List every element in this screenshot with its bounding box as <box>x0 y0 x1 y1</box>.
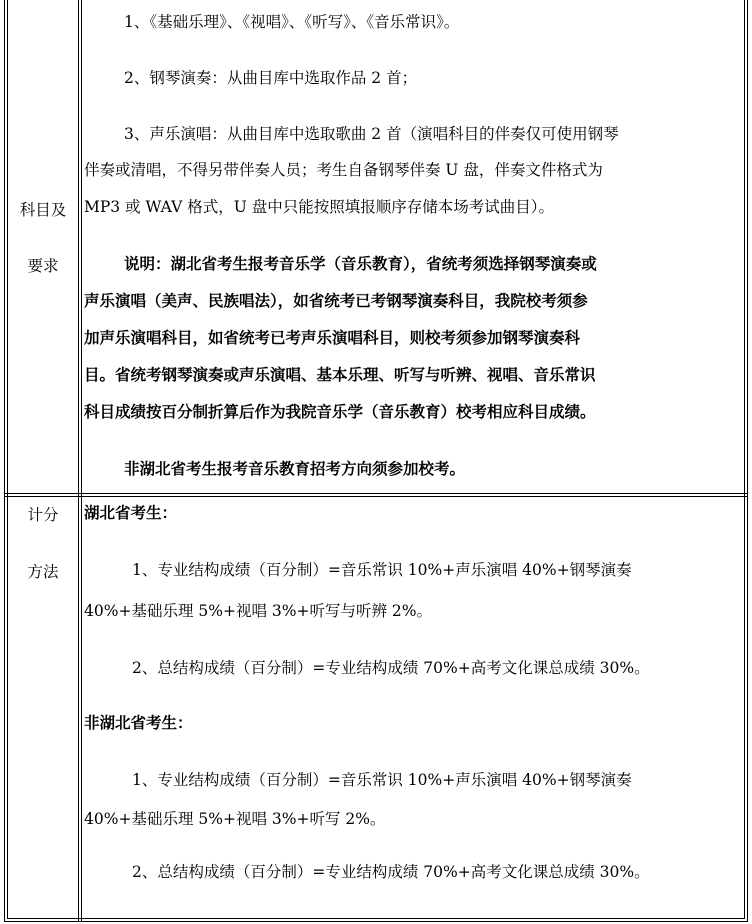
subject-item-1: 1、《基础乐理》、《视唱》、《听写》、《音乐常识》。 <box>124 13 460 31</box>
scoring-content <box>84 497 744 922</box>
non-hubei-formula-1: 1、专业结构成绩（百分制）=音乐常识 10%+声乐演唱 40%+钢琴演奏 <box>132 771 632 789</box>
non-hubei-formula-1: 40%+基础乐理 5%+视唱 3%+听写 2%。 <box>84 810 386 828</box>
label-line: 方法 <box>27 563 59 581</box>
row-label-subjects <box>8 0 78 493</box>
subjects-content <box>84 0 744 493</box>
hubei-formula-2: 2、总结构成绩（百分制）=专业结构成绩 70%+高考文化课总成绩 30%。 <box>132 659 650 677</box>
subject-item-3: 3、声乐演唱：从曲目库中选取歌曲 2 首（演唱科目的伴奏仅可使用钢琴 <box>124 125 619 143</box>
non-hubei-formula-2: 2、总结构成绩（百分制）=专业结构成绩 70%+高考文化课总成绩 30%。 <box>132 863 650 881</box>
hubei-formula-1: 40%+基础乐理 5%+视唱 3%+听写与听辨 2%。 <box>84 602 432 620</box>
hubei-formula-1: 1、专业结构成绩（百分制）=音乐常识 10%+声乐演唱 40%+钢琴演奏 <box>132 561 632 579</box>
label-line: 科目及 <box>19 201 67 219</box>
column-divider <box>78 0 79 922</box>
note-paragraph: 目。省统考钢琴演奏或声乐演唱、基本乐理、听写与听辨、视唱、音乐常识 <box>84 365 596 384</box>
non-hubei-title: 非湖北省考生： <box>84 713 193 732</box>
label-line: 计分 <box>27 506 59 524</box>
note-paragraph: 加声乐演唱科目，如省统考已考声乐演唱科目，则校考须参加钢琴演奏科 <box>84 328 581 347</box>
note-paragraph: 声乐演唱（美声、民族唱法），如省统考已考钢琴演奏科目，我院校考须参 <box>84 291 588 310</box>
subject-item-3: MP3 或 WAV 格式，U 盘中只能按照填报顺序存储本场考试曲目）。 <box>84 198 554 216</box>
hubei-title: 湖北省考生： <box>84 503 178 522</box>
subject-item-3: 伴奏或清唱，不得另带伴奏人员；考生自备钢琴伴奏 U 盘，伴奏文件格式为 <box>84 161 603 179</box>
row-label-scoring <box>8 497 78 922</box>
note-paragraph: 科目成绩按百分制折算后作为我院音乐学（音乐教育）校考相应科目成绩。 <box>84 402 596 421</box>
subject-item-2: 2、钢琴演奏：从曲目库中选取作品 2 首； <box>124 69 418 87</box>
label-line: 要求 <box>27 257 59 275</box>
column-divider <box>81 0 82 922</box>
note-non-hubei: 非湖北省考生报考音乐教育招考方向须参加校考。 <box>124 459 466 478</box>
note-paragraph: 说明：湖北省考生报考音乐学（音乐教育），省统考须选择钢琴演奏或 <box>124 254 597 273</box>
row-divider <box>4 493 748 494</box>
